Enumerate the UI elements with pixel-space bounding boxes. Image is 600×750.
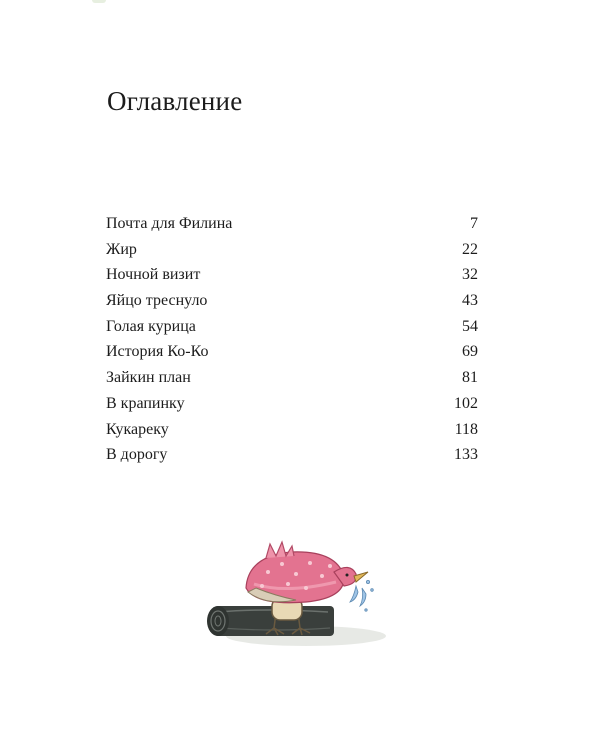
toc-entry[interactable]	[106, 237, 478, 263]
toc-entry[interactable]	[106, 314, 478, 340]
toc-entry-title: В крапинку	[106, 394, 185, 412]
page-title: Оглавление	[107, 86, 243, 116]
hen-body	[246, 542, 344, 603]
hen-on-log-illustration	[196, 536, 396, 656]
toc-entry-page: 102	[454, 394, 478, 412]
toc-entry[interactable]	[106, 211, 478, 237]
toc-entry-page: 54	[462, 317, 478, 335]
toc-entry-title: Жир	[106, 240, 137, 258]
toc-entry-title: Кукареку	[106, 420, 169, 438]
toc-entry[interactable]	[106, 339, 478, 365]
toc-entry-title: Яйцо треснуло	[106, 292, 208, 310]
toc-entry-page: 118	[454, 420, 478, 438]
toc-entry-title: Ночной визит	[106, 266, 201, 284]
toc-entry-title: Голая курица	[106, 317, 196, 335]
page-corner-mark	[92, 0, 106, 3]
toc-entry[interactable]	[106, 417, 478, 443]
toc-entry-page: 81	[462, 369, 478, 387]
toc-entry-page: 69	[462, 343, 478, 361]
toc-entry[interactable]	[106, 442, 478, 468]
toc-entry-page: 32	[462, 266, 478, 284]
toc-entry[interactable]	[106, 391, 478, 417]
toc-entry-page: 43	[462, 292, 478, 310]
toc-entry-title: Почта для Филина	[106, 215, 233, 232]
table-of-contents	[106, 211, 478, 468]
toc-entry-page: 7	[470, 215, 478, 232]
toc-entry[interactable]	[106, 365, 478, 391]
toc-entry-title: История Ко-Ко	[106, 343, 209, 361]
toc-entry-page: 133	[454, 446, 478, 464]
toc-entry-title: Зайкин план	[106, 369, 191, 387]
water-splash	[350, 580, 373, 611]
toc-entry-page: 22	[462, 240, 478, 258]
toc-entry[interactable]	[106, 262, 478, 288]
toc-entry[interactable]	[106, 288, 478, 314]
toc-entry-title: В дорогу	[106, 446, 168, 464]
